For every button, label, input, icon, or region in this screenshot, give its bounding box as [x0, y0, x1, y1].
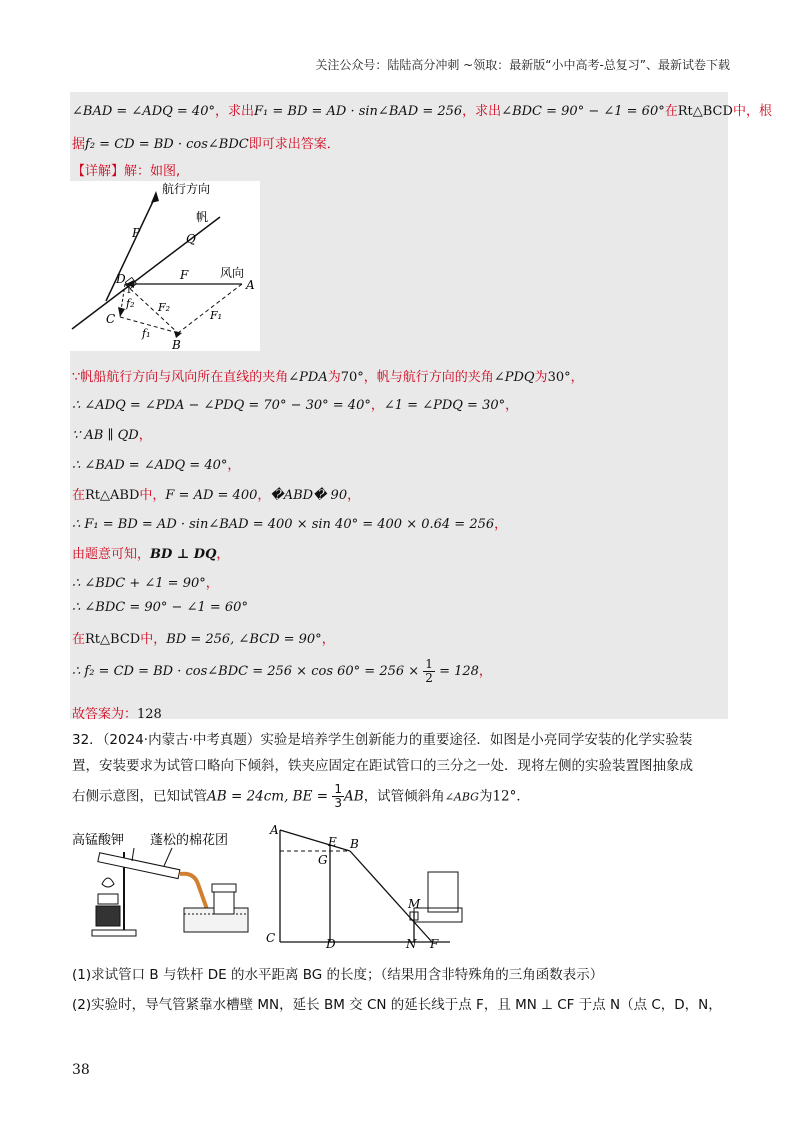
step-9: ∴ ∠BDC = 90° − ∠1 = 60° — [72, 600, 248, 615]
question-source: （2024·内蒙古·中考真题） — [102, 732, 261, 748]
svg-text:P: P — [132, 226, 141, 240]
sub-question-2: (2)实验时，导气管紧靠水槽壁 MN，延长 BM 交 CN 的延长线于点 F，且 MN ⊥ CF 于点 N（点 C，D，N， — [72, 997, 722, 1013]
equation: f₂ = CD = BD · cos∠BDC — [85, 137, 249, 152]
answer-value: 128 — [137, 707, 162, 722]
step-11: ∴ f₂ = CD = BD · cos∠BDC = 256 × cos 60° = 256 × $\frac{1}{2}$ = 128， — [72, 657, 492, 685]
svg-text:F₂: F₂ — [158, 301, 171, 314]
sail-force-diagram — [70, 181, 260, 351]
equation: Rt△BCD — [677, 104, 733, 119]
svg-text:A: A — [246, 278, 255, 292]
svg-text:G: G — [318, 853, 328, 867]
step-8: ∴ ∠BDC + ∠1 = 90°， — [72, 576, 219, 591]
step-10: 在Rt△BCD中，BD = 256, ∠BCD = 90°， — [72, 632, 335, 647]
detail-text: 解：如图, — [124, 164, 181, 179]
svg-text:A: A — [270, 823, 279, 837]
lab-apparatus-figure — [72, 828, 252, 943]
text: ，求出 — [462, 104, 502, 119]
page-header: 关注公众号：陆陆高分冲刺 ~领取：最新版“小中高考-总复习”、最新试卷下载 — [315, 58, 730, 72]
svg-text:F₁: F₁ — [210, 309, 223, 322]
step-7: 由题意可知，BD ⊥ DQ， — [72, 547, 230, 562]
step-2: ∴ ∠ADQ = ∠PDA − ∠PDQ = 70° − 30° = 40°，∠1 = ∠PDQ = 30°， — [72, 398, 519, 413]
fraction: $\frac{1}{3}$ — [334, 782, 343, 810]
sub-question-1: (1)求试管口 B 与铁杆 DE 的水平距离 BG 的长度；（结果用含非特殊角的三角函数表示） — [72, 967, 604, 983]
svg-text:C: C — [106, 312, 116, 326]
detail-label: 【详解】 — [72, 164, 125, 179]
text: 即可求出答案． — [248, 137, 340, 152]
equation: F₁ = BD = AD · sin∠BAD = 256 — [254, 104, 463, 119]
svg-text:N: N — [406, 937, 417, 950]
svg-text:C: C — [266, 931, 276, 945]
question-32: 32．（2024·内蒙古·中考真题）实验是培养学生创新能力的重要途径．如图是小亮同学安装的化学实验装 置，安装要求为试管口略向下倾斜，铁夹应固定在距试管口的三分之一处．现将左侧的实验装置图抽象成 右侧示意图，已知试管AB = 24cm, BE = $\frac{1}{3}$ AB，试管倾斜角∠ABG为12°． — [72, 732, 693, 810]
step-5: 在Rt△ABD中，F = AD = 400，�ABD� 90， — [72, 488, 361, 503]
fraction: $\frac{1}{2}$ — [425, 657, 433, 685]
svg-text:F: F — [180, 268, 189, 282]
detail-line — [72, 160, 180, 179]
answer-line — [72, 703, 162, 722]
question-number: 32． — [72, 732, 103, 748]
answer-label: 故答案为： — [72, 707, 138, 722]
step-6: ∴ F₁ = BD = AD · sin∠BAD = 400 × sin 40° = 400 × 0.64 = 256， — [72, 517, 508, 532]
svg-text:D: D — [116, 272, 126, 286]
svg-text:B: B — [172, 338, 181, 351]
svg-text:F: F — [430, 937, 439, 950]
svg-text:D: D — [326, 937, 336, 950]
equation: ∠BAD = ∠ADQ = 40° — [72, 104, 215, 119]
svg-text:M: M — [408, 897, 421, 911]
text: 中，根 — [732, 104, 772, 119]
solution-line-1 — [72, 100, 772, 119]
solution-line-2 — [72, 133, 340, 152]
svg-text:B: B — [350, 837, 359, 851]
label-wind: 风向 — [220, 266, 245, 280]
svg-text:E: E — [328, 835, 337, 849]
text: 据 — [72, 137, 86, 152]
step-3: ∵ AB ∥ QD， — [72, 428, 152, 443]
page-number: 38 — [72, 1062, 90, 1078]
label-cotton: 蓬松的棉花团 — [150, 833, 229, 848]
test-tube-geometry-figure — [262, 820, 472, 950]
equation: ∠BDC = 90° − ∠1 = 60° — [501, 104, 665, 119]
text: 在 — [664, 104, 678, 119]
svg-text:f₁: f₁ — [142, 327, 151, 340]
label-heading: 航行方向 — [162, 182, 211, 196]
label-potassium-permanganate: 高锰酸钾 — [72, 833, 125, 848]
svg-text:Q: Q — [186, 232, 196, 246]
step-1: ∵帆船航行方向与风向所在直线的夹角∠PDA为70°，帆与航行方向的夹角∠PDQ为30°， — [72, 370, 584, 385]
step-4: ∴ ∠BAD = ∠ADQ = 40°， — [72, 458, 241, 473]
svg-text:1: 1 — [126, 286, 132, 296]
text: ，求出 — [214, 104, 254, 119]
label-sail: 帆 — [196, 210, 209, 224]
svg-text:f₂: f₂ — [126, 297, 135, 310]
